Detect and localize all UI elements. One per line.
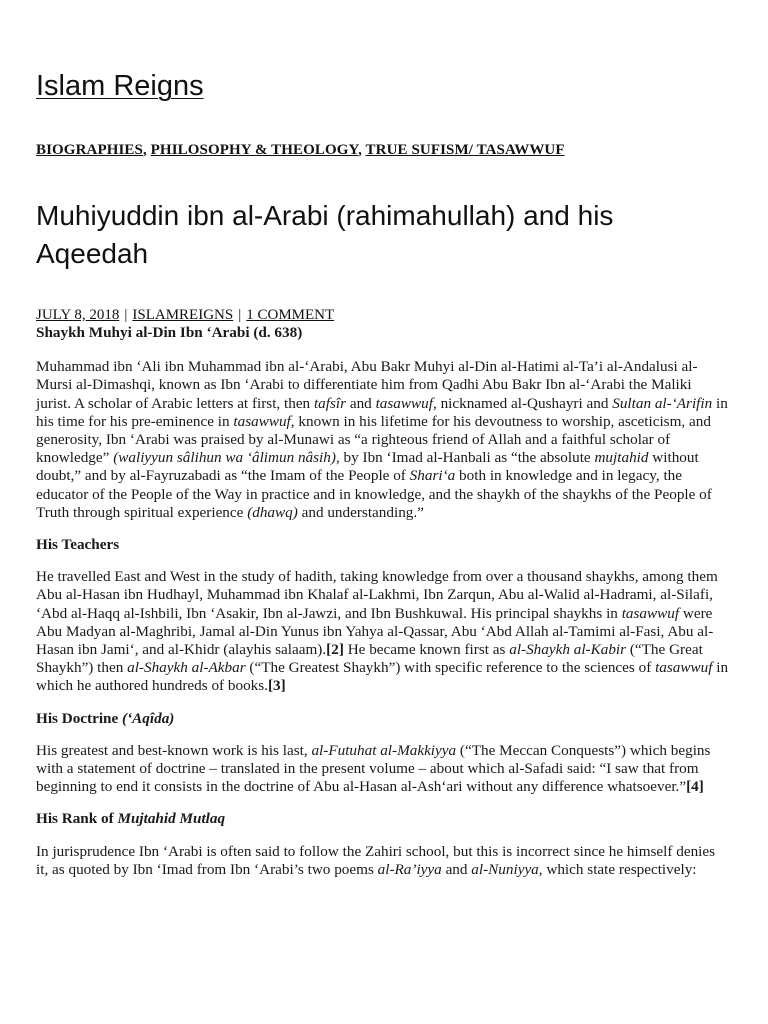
text: His greatest and best-known work is his last, (36, 741, 312, 759)
section-heading-teachers: His Teachers (36, 536, 120, 554)
text: without doubt,” and by al-Fayruzabadi as “the Imam of the People of (36, 449, 699, 485)
text: and (441, 860, 472, 878)
heading-text: His Doctrine (36, 709, 123, 727)
text: (“The Greatest Shaykh”) with specific reference to the sciences of (245, 659, 656, 677)
footnote-link[interactable]: [2] (326, 641, 344, 659)
text: were Abu Madyan al-Maghribi, Jamal al-Din Yunus ibn Yahya al-Qassar, Abu ‘Abd Allah al-Tamimi al-Fasi, Abu al-Hasan ibn Jami‘, and al-Khidr (alayhis salaam). (36, 604, 714, 659)
paragraph-intro (36, 358, 730, 522)
site-title-link[interactable]: Islam Reigns (36, 70, 204, 102)
italic-text: (dhawq) (247, 503, 298, 521)
italic-text: tasawwuf (375, 394, 433, 412)
italic-text: Sultan al-‘Arifin (612, 394, 713, 412)
paragraph-doctrine (36, 742, 730, 797)
text: He became known first as (343, 641, 510, 659)
meta-separator: | (124, 307, 128, 323)
italic-text: tasawwuf (655, 659, 713, 677)
article-body (36, 324, 730, 893)
category-link-biographies[interactable]: BIOGRAPHIES (36, 142, 143, 158)
paragraph-teachers (36, 568, 730, 695)
article-lead-heading (36, 324, 730, 342)
post-author-link[interactable]: ISLAMREIGNS (132, 307, 234, 323)
text: in which he authored hundreds of books. (36, 659, 729, 695)
italic-text: al-Shaykh al-Akbar (127, 659, 246, 677)
post-date-link[interactable]: JULY 8, 2018 (36, 307, 120, 323)
post-meta (36, 306, 334, 324)
text: (“The Meccan Conquests”) which begins with a statement of doctrine – translated in the present volume – about which al-Safadi said: “I saw that from beginning to end it consists in the doctrine of Abu al-Hasan al-Ash‘ari without any difference whatsoever.” (36, 741, 711, 796)
italic-text: mujtahid (594, 449, 649, 467)
heading-text: His Rank of (36, 810, 118, 828)
post-title: Muhiyuddin ibn al-Arabi (rahimahullah) and his Aqeedah (36, 200, 614, 269)
footnote-link[interactable]: [3] (267, 677, 286, 695)
category-separator: , (358, 142, 366, 158)
footnote-link[interactable]: [4] (686, 778, 704, 796)
category-separator: , (142, 142, 151, 158)
text: and understanding.” (297, 503, 424, 521)
italic-text: Shari‘a (409, 467, 456, 485)
heading-italic-text: Mujtahid Mutlaq (117, 810, 226, 828)
italic-text: tasawwuf (233, 412, 291, 430)
text: both in knowledge and in legacy, the educator of the People of the Way in practice and in knowledge, and the shaykh of the shaykhs of the People of Truth through spiritual experience (36, 467, 712, 521)
lead-heading-text: Shaykh Muhyi al-Din Ibn ‘Arabi (d. 638) (36, 324, 303, 341)
italic-text: (waliyyun sâlihun wa ‘âlimun nâsih) (113, 449, 336, 467)
section-heading-rank (36, 810, 730, 828)
text: , by Ibn ‘Imad al-Hanbali as “the absolute (335, 449, 595, 467)
text: Muhammad ibn ‘Ali ibn Muhammad ibn al-‘Arabi, Abu Bakr Muhyi al-Din al-Hatimi al-Ta’i al-Andalusi al-Mursi al-Dimashqi, known as Ibn ‘Arabi to differentiate him from Qadhi Abu Bakr Ibn al-‘Arabi the Maliki jurist. A scholar of Arabic letters at first, then (36, 358, 698, 412)
category-link-true-sufism[interactable]: TRUE SUFISM/ TASAWWUF (365, 142, 565, 158)
italic-text: tasawwuf (621, 604, 680, 622)
text: , which state respectively: (538, 860, 697, 878)
text: , known in his lifetime for his devoutness to worship, asceticism, and generosity, Ibn ‘Arabi was praised by al-Munawi as “a righteous friend of Allah and a faithful scholar of knowledge” (36, 412, 711, 467)
text: in his time for his pre-eminence in (36, 394, 728, 430)
meta-separator: | (238, 307, 242, 323)
text: and (346, 394, 376, 412)
text: In jurisprudence Ibn ‘Arabi is often said to follow the Zahiri school, but this is incorrect since he himself denies it, as quoted by Ibn ‘Imad from Ibn ‘Arabi’s two poems (36, 842, 716, 878)
text: , nicknamed al-Qushayri and (432, 394, 613, 412)
italic-text: al-Futuhat al-Makkiyya (311, 741, 457, 759)
category-list (36, 142, 565, 159)
heading-italic-text: (‘Aqîda) (122, 709, 175, 727)
italic-text: al-Ra’iyya (377, 860, 442, 878)
text: (“The Great Shaykh”) then (36, 641, 703, 677)
category-link-philosophy-theology[interactable]: PHILOSOPHY & THEOLOGY (150, 142, 359, 158)
text: He travelled East and West in the study of hadith, taking knowledge from over a thousand shaykhs, among them Abu al-Hasan ibn Hudhayl, Muhammad ibn Khalaf al-Lakhmi, Ibn Zarqun, Abu al-Walid al-Hadrami, al-Silafi, ‘Abd al-Haqq al-Ishbili, Ibn ‘Asakir, Ibn al-Jawzi, and Ibn Bushkuwal. His principal shaykhs in (36, 568, 718, 622)
italic-text: tafsîr (313, 394, 347, 412)
italic-text: al-Shaykh al-Kabir (509, 641, 627, 659)
post-comments-link[interactable]: 1 COMMENT (246, 307, 335, 323)
section-heading-doctrine (36, 710, 730, 728)
paragraph-rank (36, 843, 730, 879)
italic-text: al-Nuniyya (471, 860, 539, 878)
